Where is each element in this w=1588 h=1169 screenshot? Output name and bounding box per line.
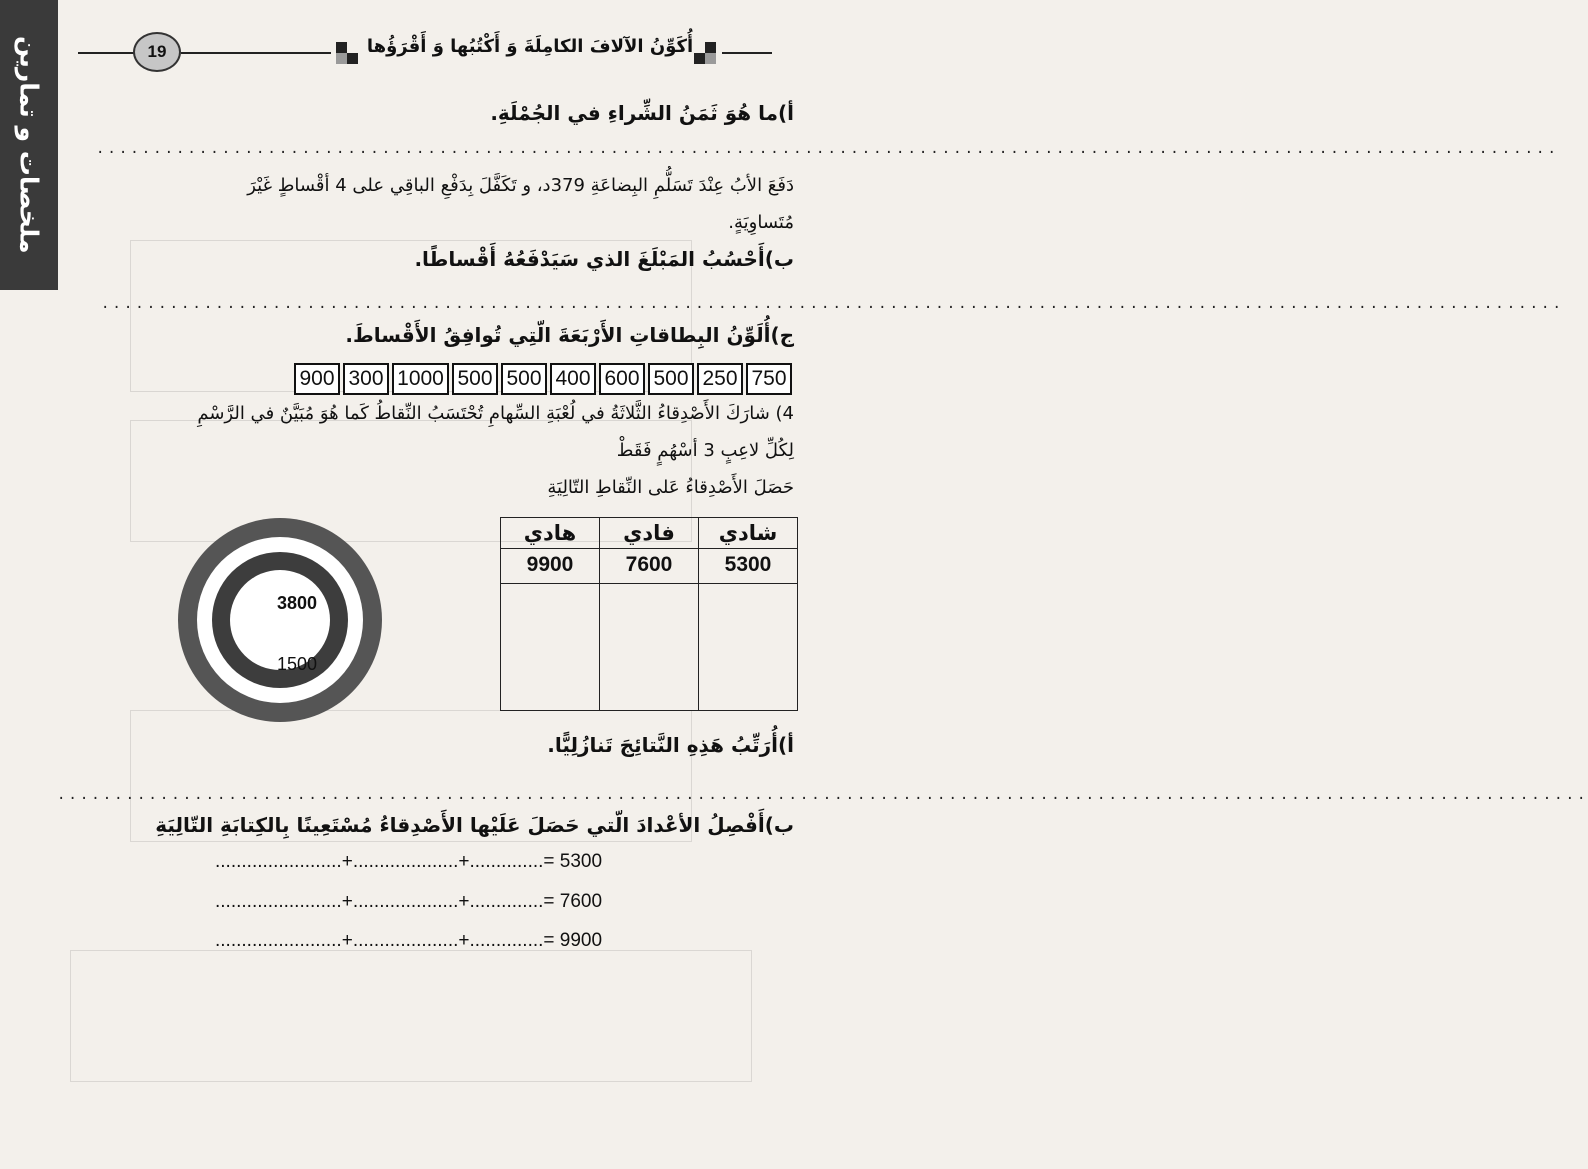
exercise-4-intro-line-2: لِكُلِّ لاعِبٍ 3 أسْهُمٍ فَقَطْ (616, 440, 794, 461)
equation-total: 9900 (559, 930, 603, 951)
table-header-row (501, 518, 798, 549)
question-b-installments: ب)أَحْسُبُ المَبْلَغَ الذي سَيَدْفَعُهُ أَقْساطًا. (414, 247, 794, 271)
scores-table (500, 517, 798, 711)
number-card[interactable]: 500 (452, 363, 498, 395)
statement-line-1: دَفَعَ الأبُ عِنْدَ تَسَلُّمِ البِضاعَةِ 379د، و تَكَفَّلَ بِدَفْعِ الباقِي على 4 أقْساطٍ غَيْرَ (247, 175, 794, 196)
header-rule-right (722, 52, 772, 54)
target-label-middle: 2300 (278, 629, 320, 649)
number-card[interactable]: 500 (501, 363, 547, 395)
number-card[interactable]: 300 (343, 363, 389, 395)
sidebar-tab (0, 0, 58, 290)
answer-line[interactable]: ...................................................................................................................................... (57, 787, 1588, 803)
number-card[interactable]: 600 (599, 363, 645, 395)
equation-total: 7600 (559, 891, 603, 912)
answer-line[interactable]: ................................................................................................................................ (101, 296, 1564, 312)
empty-cell[interactable] (501, 584, 600, 711)
player-name: شادي (699, 518, 798, 549)
empty-cell[interactable] (699, 584, 798, 711)
target-label-outer: 3800 (276, 593, 318, 613)
number-card[interactable]: 750 (746, 363, 792, 395)
dart-target-diagram (175, 515, 385, 725)
target-label-center: 1500 (276, 654, 318, 674)
answer-line[interactable]: ................................................................................................................................ (96, 141, 1559, 157)
number-card[interactable]: 500 (648, 363, 694, 395)
exercise-4-intro-line-1: 4) شارَكَ الأَصْدِقاءُ الثَّلاثَةُ في لُعْبَةِ السِّهامِ تُحْتَسَبُ النِّقاطُ كَما هُوَ مُبَيَّنٌ في الرَّسْمِ (197, 403, 794, 424)
number-card[interactable]: 900 (294, 363, 340, 395)
number-card[interactable]: 250 (697, 363, 743, 395)
question-a-total-price: أ)ما هُوَ ثَمَنُ الشِّراءِ في الجُمْلَةِ. (490, 101, 794, 125)
table-row (501, 549, 798, 584)
header-rule-left (78, 52, 134, 54)
equation-row[interactable]: ........................+....................+..............= 9900 (215, 930, 603, 951)
lesson-title: أُكَوِّنُ الآلافَ الكامِلَةَ وَ أَكْتُبُها وَ أَقْرَؤُها (366, 36, 694, 57)
equation-row[interactable]: ........................+....................+..............= 7600 (215, 891, 603, 912)
player-score: 9900 (501, 549, 600, 584)
number-card[interactable]: 1000 (392, 363, 449, 395)
header-rule-middle (181, 52, 331, 54)
player-score: 7600 (600, 549, 699, 584)
table-row (501, 584, 798, 711)
equation-row[interactable]: ........................+....................+..............= 5300 (215, 851, 603, 872)
page-number: 19 (133, 32, 181, 72)
player-name: هادي (501, 518, 600, 549)
statement-line-2: مُتَساوِيَةٍ. (728, 212, 794, 233)
sidebar-label: ملخصات و تمارين (14, 36, 44, 254)
equation-total: 5300 (559, 851, 603, 872)
player-name: فادي (600, 518, 699, 549)
number-card[interactable]: 400 (550, 363, 596, 395)
question-c-color-cards: ج)أُلَوِّنُ البِطاقاتِ الأَرْبَعَةَ الّتِي تُوافِقُ الأَقْساطَ. (345, 323, 794, 347)
player-score: 5300 (699, 549, 798, 584)
exercise-4-intro-line-3: حَصَلَ الأَصْدِقاءُ عَلى النِّقاطِ التّالِيَةِ (547, 477, 794, 498)
question-4a-order-descending: أ)أُرَتِّبُ هَذِهِ النَّتائِجَ تَنازُلِيًّا. (547, 733, 794, 757)
question-4b-decompose: ب)أَفْصِلُ الأعْدادَ الّتي حَصَلَ عَلَيْها الأَصْدِقاءُ مُسْتَعِينًا بِالكِتابَةِ التّالِيَةِ (155, 813, 794, 837)
empty-cell[interactable] (600, 584, 699, 711)
number-cards (274, 363, 792, 397)
